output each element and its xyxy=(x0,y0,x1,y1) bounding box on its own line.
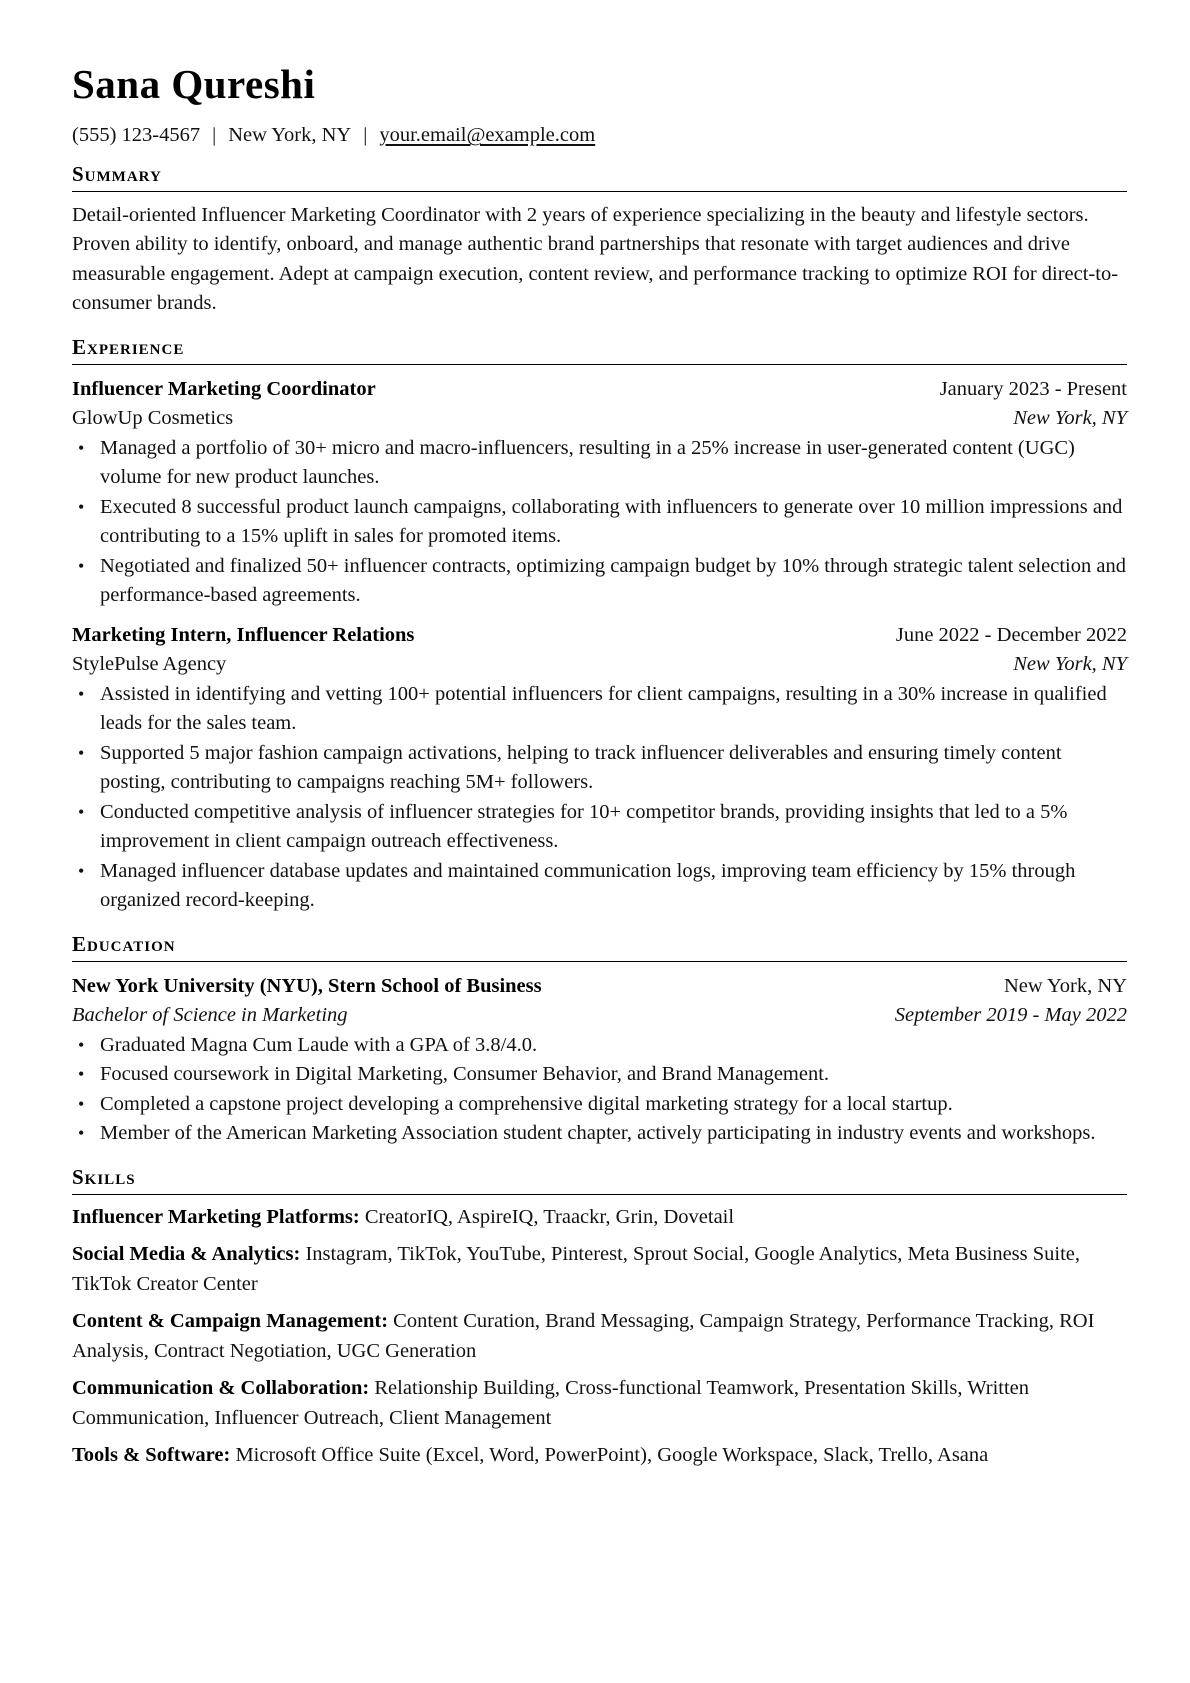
resume-page xyxy=(72,58,1127,1471)
education-entry xyxy=(72,972,1127,1149)
skill-items: Microsoft Office Suite (Excel, Word, PowerPoint), Google Workspace, Slack, Trello, Asana xyxy=(235,1444,989,1466)
candidate-name: Sana Qureshi xyxy=(72,61,316,107)
section-title-summary: Summary xyxy=(72,164,1127,192)
skill-label: Tools & Software: xyxy=(72,1444,231,1466)
job-location: New York, NY xyxy=(1013,653,1127,675)
job-location: New York, NY xyxy=(1013,407,1127,429)
education-section xyxy=(72,931,1127,1149)
list-item: • Completed a capstone project developing a comprehensive digital marketing strategy for a local startup. xyxy=(72,1090,1127,1120)
contact-location: New York, NY xyxy=(228,124,352,146)
list-item: • Executed 8 successful product launch campaigns, collaborating with influencers to generate over 10 million impressions and contributing to a 15% uplift in sales for promoted items. xyxy=(72,493,1127,552)
job-bullets xyxy=(72,434,1127,611)
skill-label: Communication & Collaboration: xyxy=(72,1377,370,1399)
skill-items: Content Curation, Brand Messaging, Campaign Strategy, Performance Tracking, ROI Analysis, Contract Negotiation, UGC Generation xyxy=(72,1310,1095,1362)
education-bullets xyxy=(72,1031,1127,1149)
list-item: • Member of the American Marketing Association student chapter, actively participating in industry events and workshops. xyxy=(72,1119,1127,1149)
list-item: • Managed influencer database updates and maintained communication logs, improving team efficiency by 15% through organized record-keeping. xyxy=(72,857,1127,916)
phone-number: (555) 123-4567 xyxy=(72,124,201,146)
experience-entry xyxy=(72,621,1127,916)
education-dates: September 2019 - May 2022 xyxy=(894,1004,1127,1026)
skill-items: Instagram, TikTok, YouTube, Pinterest, Sprout Social, Google Analytics, Meta Business Suite, TikTok Creator Center xyxy=(72,1243,1081,1295)
skill-group xyxy=(72,1441,1127,1471)
skill-label: Content & Campaign Management: xyxy=(72,1310,389,1332)
company-name: StylePulse Agency xyxy=(72,653,227,675)
skills-section xyxy=(72,1164,1127,1471)
school-name: New York University (NYU), Stern School of Business xyxy=(72,974,542,997)
section-title-education: Education xyxy=(72,934,1127,962)
entry-header xyxy=(72,972,1127,1002)
list-item: • Negotiated and finalized 50+ influencer contracts, optimizing campaign budget by 10% through strategic talent selection and performance-based agreements. xyxy=(72,552,1127,611)
job-bullets xyxy=(72,680,1127,916)
entry-header xyxy=(72,621,1127,651)
job-dates: January 2023 - Present xyxy=(939,377,1127,400)
section-title-skills: Skills xyxy=(72,1167,1127,1195)
school-location: New York, NY xyxy=(1003,974,1127,997)
skill-group xyxy=(72,1203,1127,1233)
contact-separator: | xyxy=(363,124,368,146)
skill-group xyxy=(72,1307,1127,1366)
summary-text: Detail-oriented Influencer Marketing Coordinator with 2 years of experience specializing in the beauty and lifestyle sectors. Proven ability to identify, onboard, and manage authentic brand partnerships that resonate with target audiences and drive measurable engagement. Adept at campaign execution, content review, and performance tracking to optimize ROI for direct-to-consumer brands. xyxy=(72,203,1119,314)
list-item: • Assisted in identifying and vetting 100+ potential influencers for client campaigns, resulting in a 30% increase in qualified leads for the sales team. xyxy=(72,680,1127,739)
experience-section xyxy=(72,334,1127,916)
summary-section xyxy=(72,161,1127,319)
email-link[interactable]: your.email@example.com xyxy=(379,124,596,146)
entry-subheader xyxy=(72,1001,1127,1031)
company-name: GlowUp Cosmetics xyxy=(72,407,234,429)
job-title: Marketing Intern, Influencer Relations xyxy=(72,623,415,646)
skill-group xyxy=(72,1240,1127,1299)
list-item: • Graduated Magna Cum Laude with a GPA of 3.8/4.0. xyxy=(72,1031,1127,1061)
job-title: Influencer Marketing Coordinator xyxy=(72,377,376,400)
skill-group xyxy=(72,1374,1127,1433)
entry-header xyxy=(72,375,1127,405)
section-title-experience: Experience xyxy=(72,337,1127,365)
experience-entry xyxy=(72,375,1127,611)
list-item: • Focused coursework in Digital Marketing, Consumer Behavior, and Brand Management. xyxy=(72,1060,1127,1090)
degree-name: Bachelor of Science in Marketing xyxy=(72,1004,348,1026)
skill-items: CreatorIQ, AspireIQ, Traackr, Grin, Dovetail xyxy=(364,1205,735,1228)
skill-label: Social Media & Analytics: xyxy=(72,1243,301,1265)
list-item: • Supported 5 major fashion campaign activations, helping to track influencer deliverables and ensuring timely content posting, contributing to campaigns reaching 5M+ followers. xyxy=(72,739,1127,798)
contact-separator: | xyxy=(212,124,217,146)
list-item: • Managed a portfolio of 30+ micro and macro-influencers, resulting in a 25% increase in user-generated content (UGC) volume for new product launches. xyxy=(72,434,1127,493)
entry-subheader xyxy=(72,404,1127,434)
contact-line xyxy=(72,125,1127,146)
list-item: • Conducted competitive analysis of influencer strategies for 10+ competitor brands, providing insights that led to a 5% improvement in client campaign outreach effectiveness. xyxy=(72,798,1127,857)
skill-items: Relationship Building, Cross-functional Teamwork, Presentation Skills, Written Communication, Influencer Outreach, Client Management xyxy=(72,1377,1030,1429)
skill-label: Influencer Marketing Platforms: xyxy=(72,1205,360,1228)
job-dates: June 2022 - December 2022 xyxy=(895,623,1127,646)
entry-subheader xyxy=(72,650,1127,680)
